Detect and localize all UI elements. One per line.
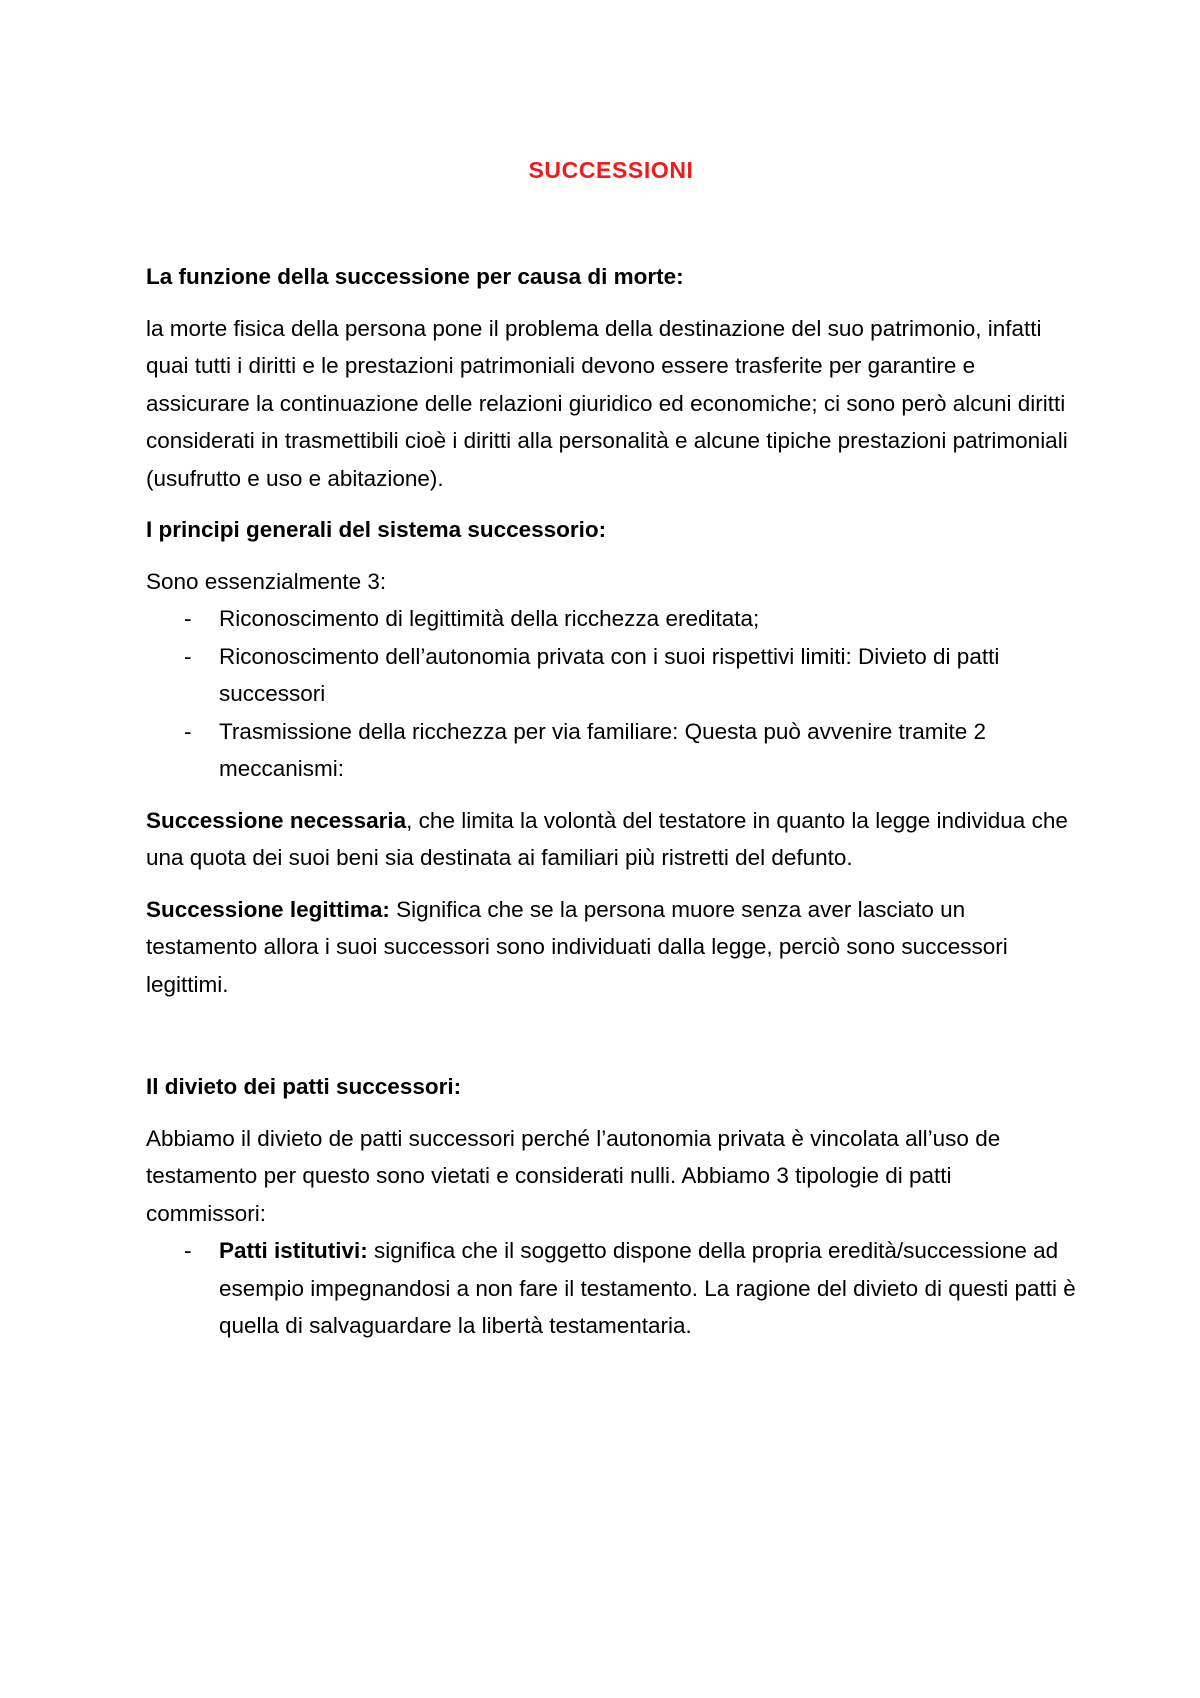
section-heading-divieto: Il divieto dei patti successori: [146,1074,462,1099]
dash-bullet: - [184,643,192,669]
list-item [146,600,1076,638]
list-item-text: Trasmissione della ricchezza per via familiare: Questa può avvenire tramite 2 meccanismi: [219,718,986,781]
document-page [146,150,1076,1345]
text-patti-istitutivi: significa che il soggetto dispone della propria eredità/successione ad esempio impegnandosi a non fare il testamento. La ragione del divieto di questi patti è quella di salvaguardare la libertà testamentaria. [219,1238,1076,1338]
list-item [146,1232,1076,1345]
term-successione-necessaria: Successione necessaria [146,807,407,833]
text-successione-legittima: Significa che se la persona muore senza aver lasciato un testamento allora i suoi successori sono individuati dalla legge, perciò sono successori legittimi. [146,896,1008,997]
dash-bullet: - [184,606,192,631]
paragraph-successione-necessaria [146,802,1076,877]
document-title: SUCCESSIONI [528,157,694,183]
section-heading-principi: I principi generali del sistema successorio: [146,517,607,542]
paragraph-funzione: la morte fisica della persona pone il problema della destinazione del suo patrimonio, infatti quai tutti i diritti e le prestazioni patrimoniali devono essere trasferite per garantire e assicurare la continuazione delle relazioni giuridico ed economiche; ci sono però alcuni diritti considerati in trasmettibili cioè i diritti alla personalità e alcune tipiche prestazioni patrimoniali (usufrutto e uso e abitazione). [146,315,1068,491]
paragraph-successione-legittima [146,891,1076,1004]
paragraph-intro-principi: Sono essenzialmente 3: [146,568,387,594]
section-heading-funzione: La funzione della successione per causa di morte: [146,264,684,289]
list-item [146,638,1076,713]
dash-bullet: - [184,1238,192,1263]
text-successione-necessaria: , che limita la volontà del testatore in quanto la legge individua che una quota dei suoi beni sia destinata ai familiari più ristretti del defunto. [146,807,1068,870]
list-item-text: Riconoscimento di legittimità della ricchezza ereditata; [219,606,760,631]
term-patti-istitutivi: Patti istitutivi: [219,1238,368,1263]
list-item-text: Riconoscimento dell’autonomia privata con i suoi rispettivi limiti: Divieto di patti successori [219,643,1000,706]
list-item [146,713,1076,788]
term-successione-legittima: Successione legittima: [146,896,390,922]
paragraph-divieto: Abbiamo il divieto de patti successori perché l’autonomia privata è vincolata all’uso de testamento per questo sono vietati e considerati nulli. Abbiamo 3 tipologie di patti commissori: [146,1125,1001,1226]
principi-list [146,600,1076,788]
dash-bullet: - [184,718,192,744]
patti-list [146,1232,1076,1345]
